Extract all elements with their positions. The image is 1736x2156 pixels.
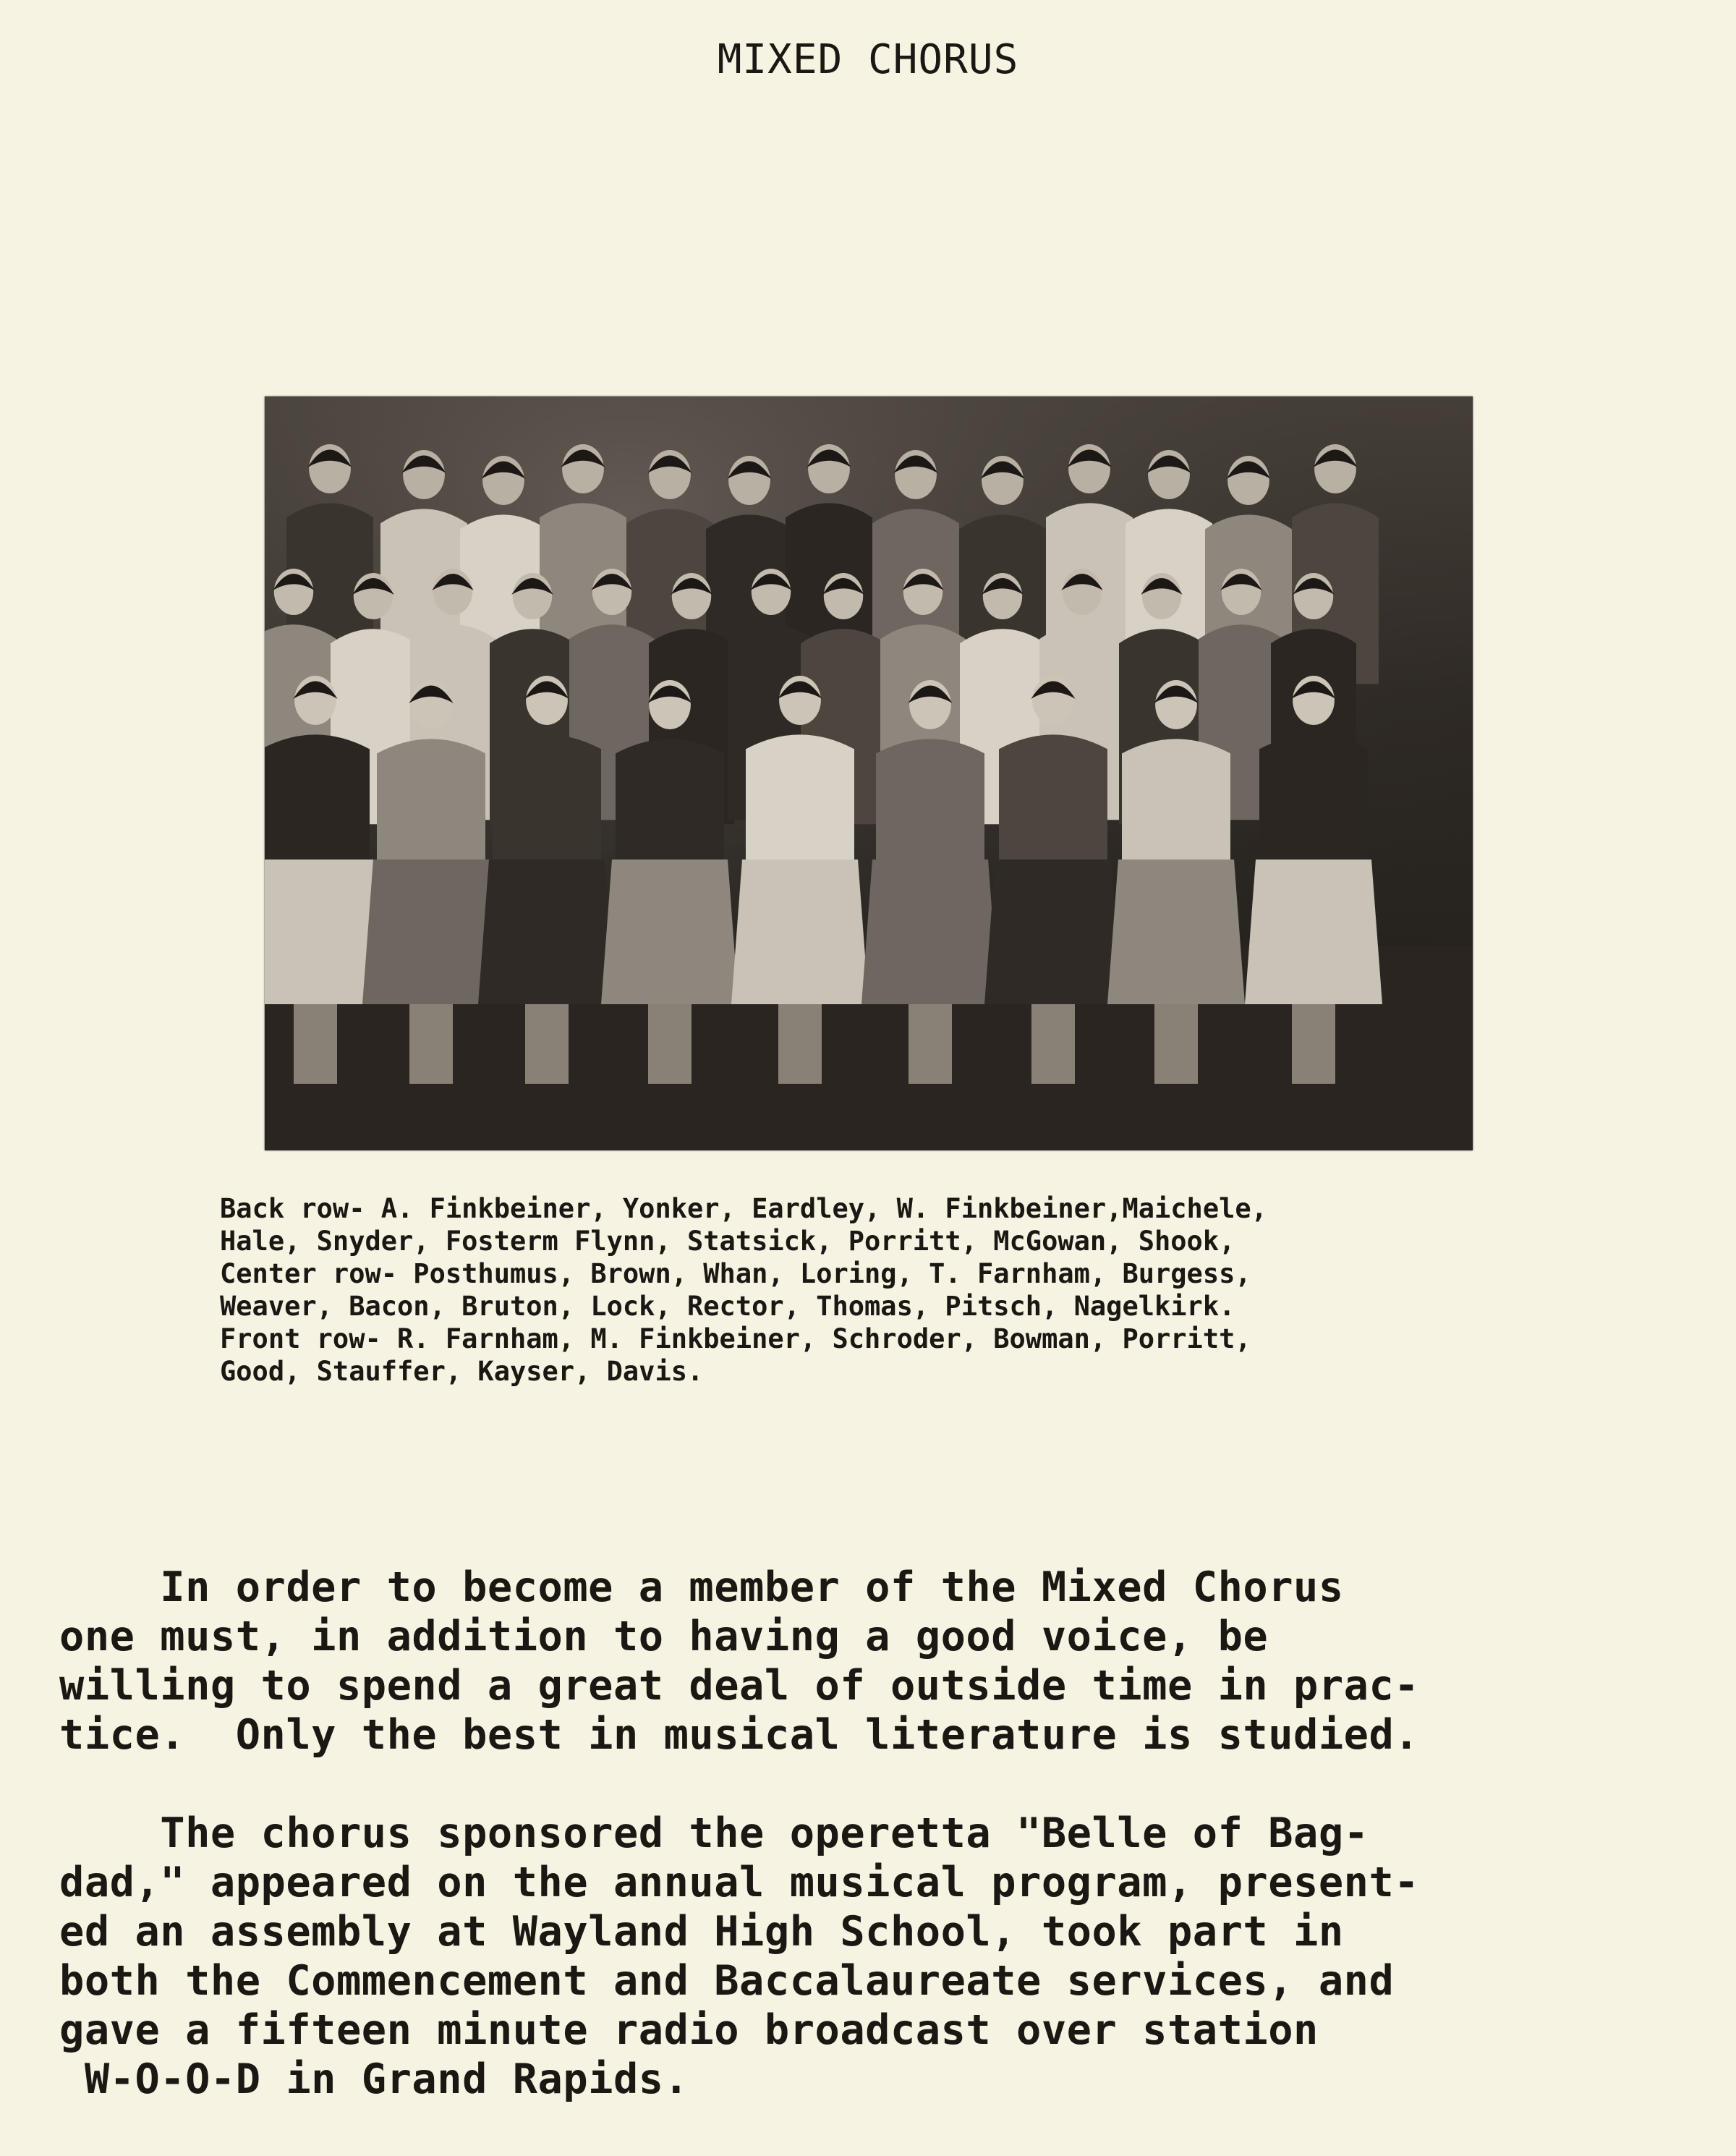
page-title: MIXED CHORUS — [717, 36, 1019, 83]
skirt-shape — [731, 860, 869, 1004]
paragraph-membership — [59, 1563, 1694, 1760]
legs-shape — [648, 1004, 692, 1084]
caption-line: Weaver, Bacon, Bruton, Lock, Rector, Thomas, Pitsch, Nagelkirk. — [220, 1291, 1235, 1322]
group-photo — [265, 396, 1473, 1150]
skirt-shape — [601, 860, 739, 1004]
legs-shape — [1154, 1004, 1198, 1084]
paragraph-line: one must, in addition to having a good voice, be — [59, 1613, 1269, 1660]
paragraph-line: tice. Only the best in musical literature is studied. — [59, 1711, 1420, 1759]
paragraph-line: dad," appeared on the annual musical program, present- — [59, 1859, 1420, 1906]
skirt-shape — [362, 860, 500, 1004]
caption-line: Center row- Posthumus, Brown, Whan, Loring, T. Farnham, Burgess, — [220, 1258, 1251, 1289]
legs-shape — [409, 1004, 453, 1084]
skirt-shape — [478, 860, 616, 1004]
caption-line: Hale, Snyder, Fosterm Flynn, Statsick, Porritt, McGowan, Shook, — [220, 1226, 1235, 1257]
legs-shape — [909, 1004, 952, 1084]
skirt-shape — [1107, 860, 1245, 1004]
paragraph-line: gave a fifteen minute radio broadcast over station — [59, 2006, 1319, 2054]
photo-caption — [220, 1192, 1544, 1388]
paragraph-line: In order to become a member of the Mixed Chorus — [59, 1563, 1344, 1611]
legs-shape — [294, 1004, 337, 1084]
legs-shape — [778, 1004, 822, 1084]
group-photo-illustration — [265, 396, 1473, 1150]
paragraph-line: The chorus sponsored the operetta "Belle of Bag- — [59, 1809, 1369, 1857]
paragraph-line: ed an assembly at Wayland High School, took part in — [59, 1908, 1344, 1956]
skirt-shape — [984, 860, 1122, 1004]
legs-shape — [525, 1004, 569, 1084]
caption-line: Back row- A. Finkbeiner, Yonker, Eardley, W. Finkbeiner,Maichele, — [220, 1193, 1267, 1224]
caption-line: Front row- R. Farnham, M. Finkbeiner, Schroder, Bowman, Porritt, — [220, 1323, 1251, 1354]
legs-shape — [1031, 1004, 1075, 1084]
paragraph-activities — [59, 1809, 1694, 2104]
paragraph-line: willing to spend a great deal of outside time in prac- — [59, 1662, 1420, 1710]
skirt-shape — [861, 860, 999, 1004]
paragraph-line: both the Commencement and Baccalaureate services, and — [59, 1957, 1395, 2005]
paragraph-line: W-O-O-D in Grand Rapids. — [59, 2055, 689, 2103]
caption-line: Good, Stauffer, Kayser, Davis. — [220, 1356, 704, 1387]
legs-shape — [1292, 1004, 1335, 1084]
skirt-shape — [1245, 860, 1382, 1004]
